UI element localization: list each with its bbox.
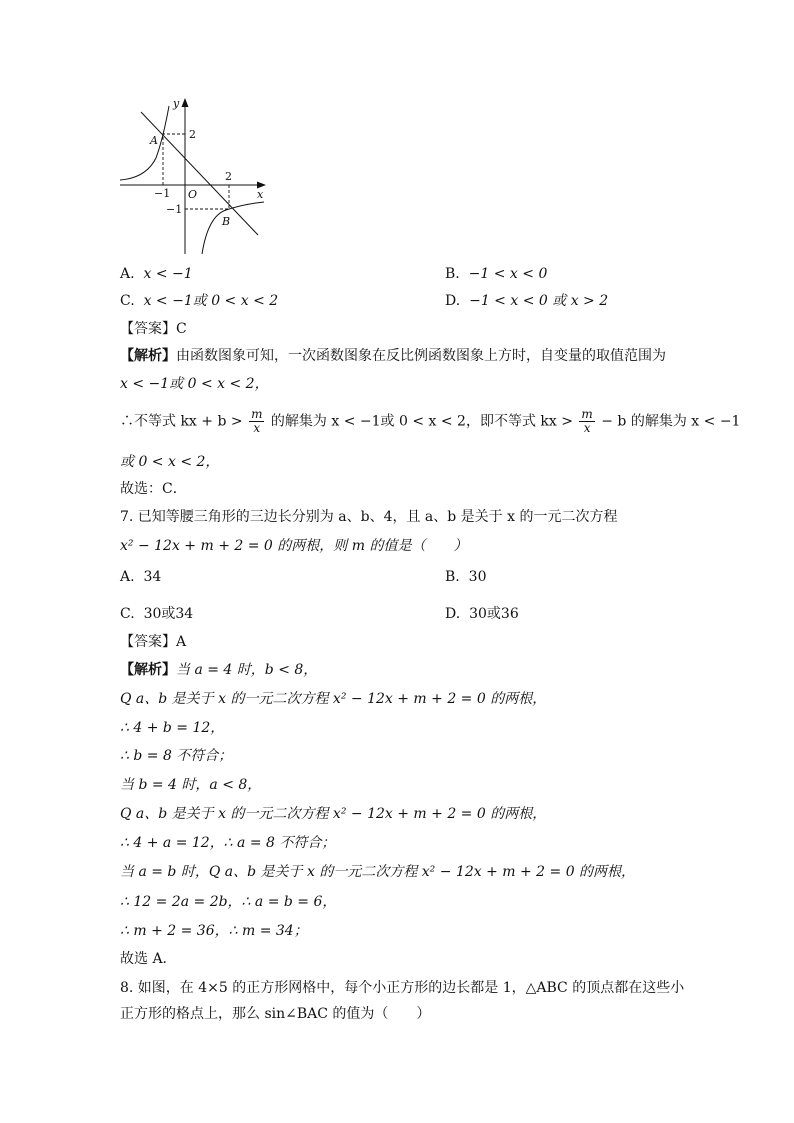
y-tick-2: 2 bbox=[189, 128, 196, 141]
fraction-m-over-x: $\frac{m}{x}$ bbox=[251, 407, 263, 435]
q7-option-c: C. 30或34 bbox=[120, 606, 194, 622]
y-axis-arrow bbox=[182, 98, 189, 107]
q6-analysis-line3: ∴不等式 kx + b > $\frac{m}{x}$ 的解集为 x < −1或 0 < x < 2，即不等式 kx > $\frac{m}{x}$ − b 的解集为 x < −1 bbox=[120, 407, 741, 435]
q7-option-a: A. 34 bbox=[120, 569, 162, 585]
q7-analysis-line0: 【解析】当 a = 4 时，b < 8， bbox=[120, 662, 318, 678]
q7-analysis-line6: ∴ 4 + a = 12，∴ a = 8 不符合； bbox=[120, 835, 336, 851]
q7-analysis-line7: 当 a = b 时，Q a、b 是关于 x 的一元二次方程 x² − 12x + m + 2 = 0 的两根， bbox=[120, 864, 636, 880]
point-b-label: B bbox=[222, 215, 231, 228]
q6-option-d: D. −1 < x < 0 或 x > 2 bbox=[445, 293, 609, 309]
q6-option-c: C. x < −1或 0 < x < 2 bbox=[120, 293, 279, 309]
y-tick-neg1: −1 bbox=[166, 203, 183, 216]
origin-label: O bbox=[188, 188, 198, 201]
function-graph bbox=[116, 94, 271, 259]
q8-stem-line2: 正方形的格点上，那么 sin∠BAC 的值为（ ） bbox=[120, 1006, 431, 1022]
linear-function-line bbox=[141, 112, 258, 235]
q6-analysis-line2: x < −1或 0 < x < 2， bbox=[120, 376, 269, 392]
q6-answer: 【答案】C bbox=[120, 321, 187, 337]
q7-analysis-line5: Q a、b 是关于 x 的一元二次方程 x² − 12x + m + 2 = 0 的两根， bbox=[120, 806, 547, 822]
q7-analysis-line8: ∴ 12 = 2a = 2b，∴ a = b = 6， bbox=[120, 894, 337, 910]
q7-stem-line2: x² − 12x + m + 2 = 0 的两根，则 m 的值是（ ） bbox=[120, 538, 468, 554]
q7-analysis-line4: 当 b = 4 时，a < 8， bbox=[120, 777, 262, 793]
q7-analysis-line9: ∴ m + 2 = 36，∴ m = 34； bbox=[120, 923, 308, 939]
q6-analysis-line4: 或 0 < x < 2， bbox=[120, 454, 220, 470]
q6-option-b: B. −1 < x < 0 bbox=[445, 266, 548, 282]
hyperbola-branch-left bbox=[120, 106, 169, 180]
fraction-m-over-x-2: $\frac{m}{x}$ bbox=[581, 407, 593, 435]
y-axis-label: y bbox=[173, 97, 180, 110]
guide-point-a bbox=[163, 134, 185, 185]
q7-analysis-line1: Q a、b 是关于 x 的一元二次方程 x² − 12x + m + 2 = 0 的两根， bbox=[120, 691, 547, 707]
q7-option-b: B. 30 bbox=[445, 569, 487, 585]
q7-answer: 【答案】A bbox=[120, 634, 187, 650]
x-axis-label: x bbox=[257, 188, 264, 201]
q7-option-d: D. 30或36 bbox=[445, 606, 519, 622]
q6-option-a: A. x < −1 bbox=[120, 266, 193, 282]
q8-stem-line1: 8. 如图，在 4×5 的正方形网格中，每个小正方形的边长都是 1，△ABC 的顶点都在这些小 bbox=[120, 980, 685, 996]
q7-stem-line1: 7. 已知等腰三角形的三边长分别为 a、b、4，且 a、b 是关于 x 的一元二次方程 bbox=[120, 509, 618, 525]
q7-conclusion: 故选 A． bbox=[120, 951, 177, 967]
q6-conclusion: 故选：C． bbox=[120, 481, 187, 497]
point-a-label: A bbox=[150, 134, 158, 147]
q7-analysis-line3: ∴ b = 8 不符合； bbox=[120, 748, 233, 764]
q6-analysis-line1: 【解析】由函数图象可知，一次函数图象在反比例函数图象上方时，自变量的取值范围为 bbox=[120, 348, 666, 364]
q7-analysis-line2: ∴ 4 + b = 12， bbox=[120, 720, 225, 736]
x-tick-2: 2 bbox=[225, 170, 232, 183]
hyperbola-branch-right bbox=[202, 202, 264, 254]
x-tick-neg1: −1 bbox=[154, 187, 171, 200]
